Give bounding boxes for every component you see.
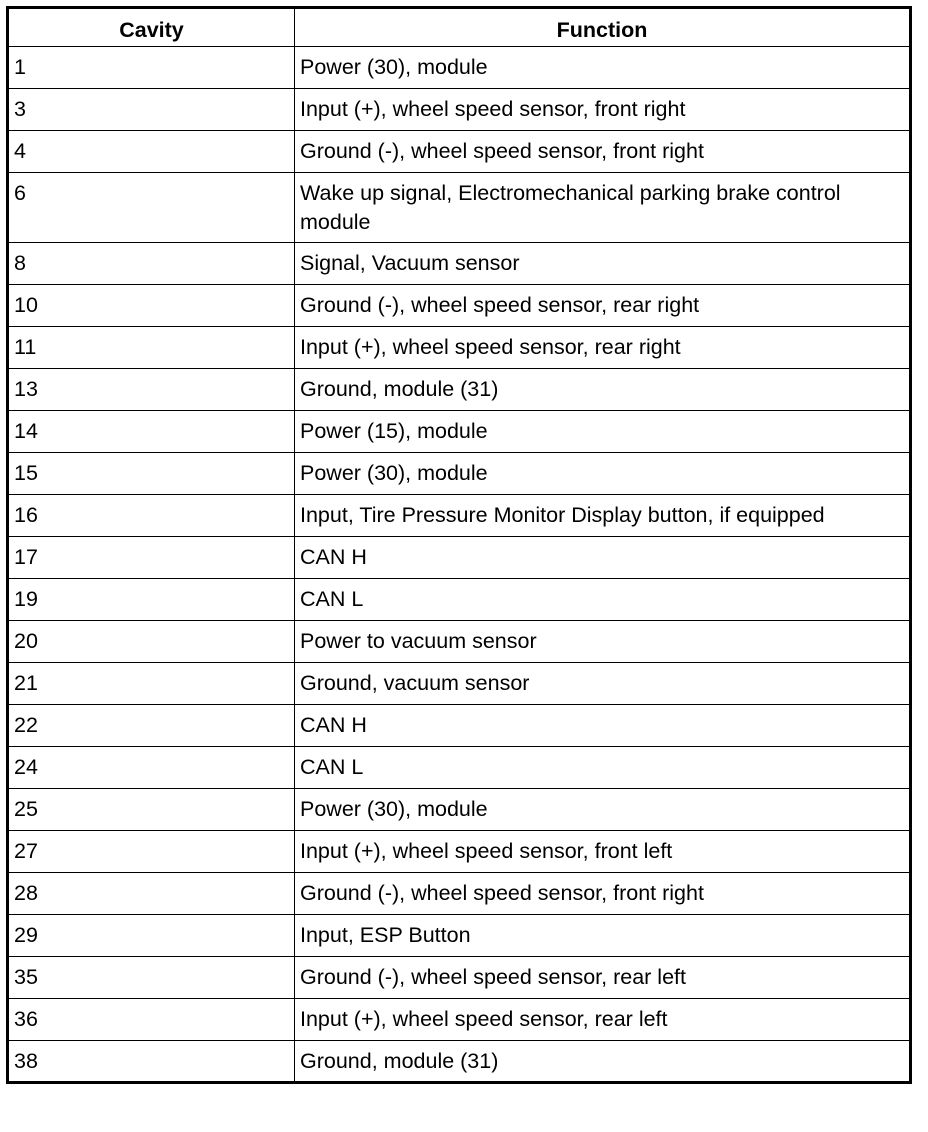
cavity-cell: 29 [8,915,295,957]
function-cell: Input (+), wheel speed sensor, front left [295,831,911,873]
function-cell: CAN L [295,747,911,789]
table-row [8,747,911,789]
function-cell: Input, Tire Pressure Monitor Display button, if equipped [295,495,911,537]
cavity-cell: 16 [8,495,295,537]
cavity-cell: 4 [8,131,295,173]
cavity-cell: 3 [8,89,295,131]
function-cell: Input (+), wheel speed sensor, rear right [295,327,911,369]
table-row [8,131,911,173]
table-row [8,873,911,915]
function-cell: Ground, module (31) [295,369,911,411]
table-row [8,537,911,579]
table-row [8,621,911,663]
table-row [8,915,911,957]
table-row [8,453,911,495]
table-row [8,327,911,369]
cavity-cell: 21 [8,663,295,705]
table-row [8,411,911,453]
function-cell: CAN L [295,579,911,621]
table-row [8,831,911,873]
function-cell: Power (30), module [295,789,911,831]
function-cell: Power (15), module [295,411,911,453]
cavity-cell: 14 [8,411,295,453]
cavity-cell: 6 [8,173,295,243]
cavity-cell: 22 [8,705,295,747]
table-row [8,369,911,411]
function-cell: Power (30), module [295,47,911,89]
function-cell: Ground, module (31) [295,1041,911,1083]
function-cell: Ground, vacuum sensor [295,663,911,705]
table-row [8,1041,911,1083]
table-header-row [8,8,911,47]
table-row [8,705,911,747]
cavity-cell: 36 [8,999,295,1041]
table-row [8,243,911,285]
cavity-cell: 35 [8,957,295,999]
cavity-cell: 25 [8,789,295,831]
table-row [8,47,911,89]
header-function: Function [295,8,911,47]
cavity-cell: 10 [8,285,295,327]
function-cell: CAN H [295,537,911,579]
cavity-cell: 27 [8,831,295,873]
header-cavity: Cavity [8,8,295,47]
function-cell: Signal, Vacuum sensor [295,243,911,285]
table-row [8,957,911,999]
function-cell: Input (+), wheel speed sensor, rear left [295,999,911,1041]
table-row [8,999,911,1041]
table-row [8,663,911,705]
cavity-cell: 13 [8,369,295,411]
function-cell: Input, ESP Button [295,915,911,957]
table-row [8,495,911,537]
function-cell: Power (30), module [295,453,911,495]
function-cell: Wake up signal, Electromechanical parking brake control module [295,173,911,243]
function-cell: Ground (-), wheel speed sensor, front right [295,873,911,915]
cavity-cell: 11 [8,327,295,369]
function-cell: Power to vacuum sensor [295,621,911,663]
cavity-cell: 8 [8,243,295,285]
cavity-cell: 38 [8,1041,295,1083]
cavity-cell: 24 [8,747,295,789]
function-cell: Ground (-), wheel speed sensor, front right [295,131,911,173]
function-cell: Ground (-), wheel speed sensor, rear left [295,957,911,999]
table-row [8,173,911,243]
connector-pinout-table [6,6,912,1084]
cavity-cell: 1 [8,47,295,89]
cavity-cell: 28 [8,873,295,915]
table-row [8,285,911,327]
function-cell: Input (+), wheel speed sensor, front right [295,89,911,131]
cavity-cell: 20 [8,621,295,663]
cavity-cell: 17 [8,537,295,579]
function-cell: CAN H [295,705,911,747]
cavity-cell: 15 [8,453,295,495]
table-row [8,579,911,621]
function-cell: Ground (-), wheel speed sensor, rear right [295,285,911,327]
table-body [8,47,911,1083]
table-row [8,89,911,131]
table-row [8,789,911,831]
cavity-cell: 19 [8,579,295,621]
